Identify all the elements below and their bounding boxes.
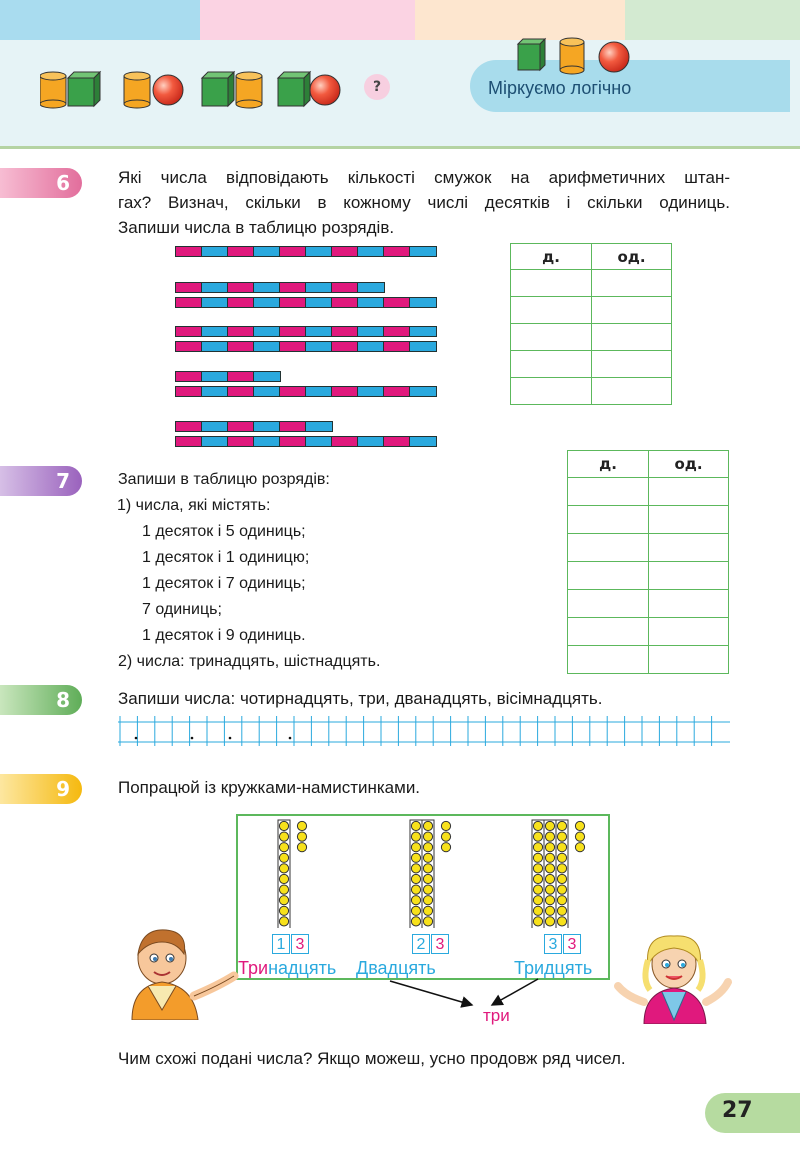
bar-segment [410,247,436,256]
bead [279,853,288,862]
bar-segment [280,437,306,446]
task7-item: 1 десяток і 9 одиниць. [142,627,306,644]
bead [411,853,420,862]
bar-segment [228,422,254,431]
bead [423,885,432,894]
task-number: 7 [0,466,82,496]
place-value-table [567,450,729,674]
table-cell[interactable] [511,378,592,405]
bar-segment [176,342,202,351]
bar-segment [410,342,436,351]
bar-segment [306,327,332,336]
bead [545,874,554,883]
task7-item: 1 десяток і 5 одиниць; [142,523,306,540]
bar-segment [332,298,358,307]
unit-bead [441,821,450,830]
table-cell[interactable] [568,534,649,562]
bar-segment [254,283,280,292]
arithmetic-bar [175,297,437,308]
bar-segment [306,387,332,396]
bar-segment [176,327,202,336]
bead [557,896,566,905]
bead [533,885,542,894]
bead [533,917,542,926]
header-divider [0,146,800,149]
bar-segment [332,437,358,446]
unit-bead [575,821,584,830]
bead [279,896,288,905]
bar-segment [254,437,280,446]
unit-bead [575,832,584,841]
table-cell[interactable] [568,478,649,506]
bar-segment [254,342,280,351]
arrow [390,981,472,1005]
bar-segment [202,283,228,292]
bar-segment [332,387,358,396]
bead [557,853,566,862]
table-cell[interactable] [511,351,592,378]
table-cell[interactable] [592,270,672,297]
arithmetic-bar [175,371,281,382]
bar-segment [228,247,254,256]
cylinder-icon [560,38,584,74]
unit-bead [575,843,584,852]
task7-item: 1 десяток і 1 одиницю; [142,549,310,566]
bar-segment [202,247,228,256]
units-digit: 3 [431,934,449,954]
bead [533,906,542,915]
table-cell[interactable] [649,618,729,646]
bar-segment [332,327,358,336]
col-units-header: од. [649,451,729,478]
section-title: Міркуємо логічно [488,78,632,98]
bar-segment [306,247,332,256]
bead [545,864,554,873]
arrow [492,979,538,1005]
bar-segment [280,283,306,292]
table-cell[interactable] [649,478,729,506]
bar-segment [176,298,202,307]
bar-segment [332,342,358,351]
bead [557,917,566,926]
top-stripe-pink [200,0,415,40]
task7-item: 7 одиниць; [142,601,222,618]
bead [423,917,432,926]
arithmetic-bar [175,326,437,337]
bar-segment [228,327,254,336]
task7-text [118,467,380,675]
task6-text [118,165,730,240]
bar-segment [280,298,306,307]
bar-segment [254,372,280,381]
bead [411,885,420,894]
task-number: 8 [0,685,82,715]
cube-icon [202,72,234,106]
task9-question: Чим схожі подані числа? Якщо можеш, усно продовж ряд чисел. [118,1049,626,1068]
bar-segment [176,247,202,256]
bead [545,885,554,894]
bead [279,885,288,894]
col-tens-header: д. [568,451,649,478]
table-cell[interactable] [511,297,592,324]
table-cell[interactable] [568,646,649,674]
bead [423,864,432,873]
table-cell[interactable] [568,506,649,534]
unit-bead [297,843,306,852]
table-cell[interactable] [568,562,649,590]
bead [557,906,566,915]
task6-line: гах? Визнач, скільки в кожному числі десятків і скільки одиниць. [118,193,730,212]
table-cell[interactable] [568,618,649,646]
tens-digit: 2 [412,934,430,954]
place-value-table [510,243,672,405]
bar-segment [176,422,202,431]
bar-segment [254,327,280,336]
bar-segment [228,437,254,446]
bead [545,906,554,915]
table-cell[interactable] [511,324,592,351]
bar-segment [358,298,384,307]
bar-segment [280,327,306,336]
bar-segment [228,298,254,307]
unit-bead [441,843,450,852]
arithmetic-bar [175,386,437,397]
bead [411,917,420,926]
task8-text: Запиши числа: чотирнадцять, три, дванадцять, вісімнадцять. [118,689,603,708]
ball-icon [153,75,183,105]
bead-groups [270,818,600,928]
task-number: 9 [0,774,82,804]
table-cell[interactable] [649,590,729,618]
bar-segment [176,387,202,396]
common-word: три [483,1006,510,1025]
shape-sequence [40,60,380,110]
cube-icon [518,39,545,70]
bead [279,832,288,841]
bead [279,843,288,852]
cylinder-icon [124,72,150,108]
top-stripe-orange [415,0,625,40]
task7-item: 1 десяток і 7 одиниць; [142,575,306,592]
col-units-header: од. [592,244,672,270]
task9-text: Попрацюй із кружками-намистинками. [118,778,421,797]
number-box [272,934,310,954]
bead [533,896,542,905]
bead [557,832,566,841]
bead [533,832,542,841]
number-word [238,958,336,979]
bead [557,874,566,883]
bar-segment [384,298,410,307]
bar-segment [306,437,332,446]
task6-line: Запиши числа в таблицю розрядів. [118,218,395,237]
arithmetic-bar [175,246,437,257]
table-cell[interactable] [592,324,672,351]
word-part-blue: надцять [268,958,337,978]
unit-bead [441,832,450,841]
bar-segment [280,422,306,431]
cube-icon [278,72,310,106]
ball-icon [599,42,629,72]
bead [411,874,420,883]
task7-part1: 1) числа, які містять: [117,497,271,514]
bead [533,821,542,830]
bar-segment [410,298,436,307]
bead [423,821,432,830]
bar-segment [332,283,358,292]
cube-icon [68,72,100,106]
bead [423,874,432,883]
bar-segment [202,372,228,381]
bar-segment [358,247,384,256]
question-badge: ? [364,74,390,100]
units-digit: 3 [291,934,309,954]
bead [545,832,554,841]
bead [545,843,554,852]
bar-segment [306,298,332,307]
bar-segment [384,387,410,396]
bead [423,896,432,905]
units-digit: 3 [563,934,581,954]
number-box [544,934,582,954]
bar-segment [228,342,254,351]
bar-segment [202,298,228,307]
bead [411,906,420,915]
bar-segment [384,327,410,336]
bar-segment [228,283,254,292]
bead [545,821,554,830]
bar-segment [280,387,306,396]
unit-bead [297,832,306,841]
bead [279,821,288,830]
bead [423,853,432,862]
arithmetic-bar [175,282,385,293]
bar-segment [280,342,306,351]
unit-bead [297,821,306,830]
bar-segment [306,422,332,431]
bar-segment [358,327,384,336]
bar-segment [176,283,202,292]
arithmetic-bar [175,421,333,432]
bead [423,832,432,841]
bar-segment [306,342,332,351]
bead [557,864,566,873]
bead [411,832,420,841]
table-cell[interactable] [592,297,672,324]
bead [411,896,420,905]
number-word: Тридцять [514,958,593,978]
tens-digit: 1 [272,934,290,954]
task7-part2: 2) числа: тринадцять, шістнадцять. [118,653,381,670]
bead [411,843,420,852]
arithmetic-bar [175,436,437,447]
bead [533,864,542,873]
bar-segment [410,327,436,336]
boy-illustration [118,920,246,1020]
bar-segment [358,387,384,396]
table-cell[interactable] [649,534,729,562]
top-stripe-blue [0,0,200,40]
bead [545,853,554,862]
bead [557,821,566,830]
bar-segment [280,247,306,256]
bar-segment [384,437,410,446]
bead [279,906,288,915]
task6-line: Які числа відповідають кількості смужок на арифметичних штан- [118,168,730,187]
bar-segment [202,422,228,431]
bar-segment [228,387,254,396]
task-number: 6 [0,168,82,198]
bar-segment [202,342,228,351]
bar-segment [332,247,358,256]
task7-intro: Запиши в таблицю розрядів: [118,471,330,488]
table-cell[interactable] [649,646,729,674]
page-number: 27 [722,1098,753,1123]
bar-segment [202,327,228,336]
bead [279,864,288,873]
table-cell[interactable] [649,562,729,590]
bar-segment [202,437,228,446]
bead [411,864,420,873]
number-word: Двадцять [356,958,436,978]
bar-segment [176,437,202,446]
bar-segment [410,437,436,446]
section-icons [514,36,634,76]
top-stripe-green [625,0,800,40]
bar-segment [306,283,332,292]
bar-segment [254,387,280,396]
table-cell[interactable] [592,351,672,378]
bead [279,874,288,883]
writing-grid[interactable] [118,716,730,746]
bead [545,917,554,926]
tens-digit: 3 [544,934,562,954]
table-cell[interactable] [511,270,592,297]
table-cell[interactable] [649,506,729,534]
bead [411,821,420,830]
bar-segment [254,247,280,256]
bar-segment [202,387,228,396]
cylinder-icon [40,72,66,108]
bead [279,917,288,926]
bead [423,906,432,915]
bar-segment [358,437,384,446]
bead [533,853,542,862]
arrows [380,975,550,1015]
bead [423,843,432,852]
table-cell[interactable] [592,378,672,405]
bar-segment [254,422,280,431]
bead [533,843,542,852]
cylinder-icon [236,72,262,108]
bar-segment [358,283,384,292]
arithmetic-bar [175,341,437,352]
bead [557,843,566,852]
bar-segment [384,342,410,351]
bead [533,874,542,883]
word-part-pink: Три [238,958,269,978]
bar-segment [358,342,384,351]
girl-illustration [614,930,734,1024]
table-cell[interactable] [568,590,649,618]
bar-segment [254,298,280,307]
col-tens-header: д. [511,244,592,270]
number-box [412,934,450,954]
bead [557,885,566,894]
ball-icon [310,75,340,105]
bar-segment [228,372,254,381]
bar-segment [176,372,202,381]
bead [545,896,554,905]
bar-segment [410,387,436,396]
bar-segment [384,247,410,256]
